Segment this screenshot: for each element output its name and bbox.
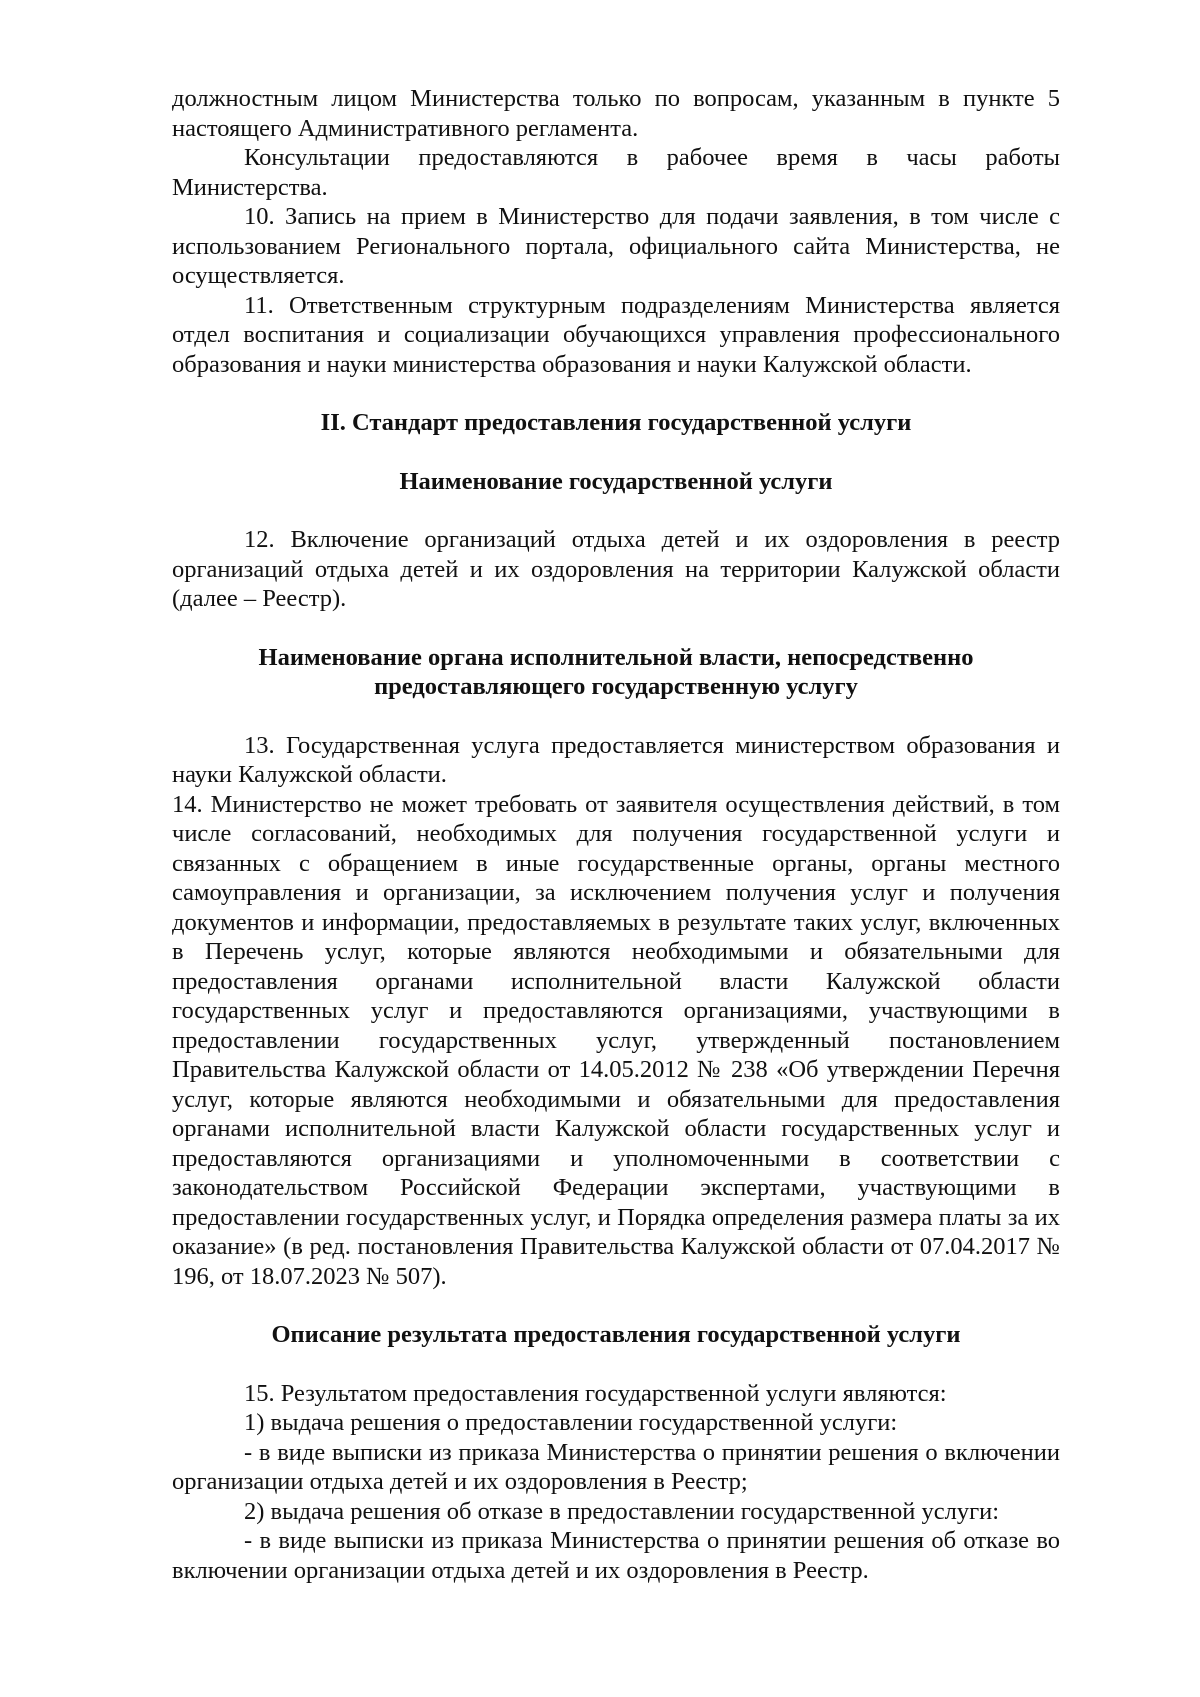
section-title: II. Стандарт предоставления государственной услуги	[320, 409, 912, 436]
heading-result: Описание результата предоставления государственной услуги	[271, 1321, 961, 1348]
paragraph-15: 15. Результатом предоставления государственной услуги являются:	[244, 1379, 947, 1407]
paragraph-consultations: Консультации предоставляются в рабочее время в часы работы Министерства.	[172, 144, 1060, 201]
paragraph-13: 13. Государственная услуга предоставляется министерством образования и науки Калужской области.	[172, 731, 1060, 788]
heading-authority	[172, 643, 1060, 702]
paragraph-11: 11. Ответственным структурным подразделениям Министерства является отдел воспитания и социализации обучающихся управления профессионального образования и науки министерства образования и науки Калужской области.	[172, 291, 1060, 378]
paragraph-14: 14. Министерство не может требовать от заявителя осуществления действий, в том числе согласований, необходимых для получения государственной услуги и связанных с обращением в иные государственные органы, органы местного самоуправления и организации, за исключением получения услуг и получения документов и информации, предоставляемых в результате таких услуг, включенных в Перечень услуг, которые являются необходимыми и обязательными для предоставления органами исполнительной власти Калужской области государственных услуг и предоставляются организациями, участвующими в предоставлении государственных услуг, утвержденный постановлением Правительства Калужской области от 14.05.2012 № 238 «Об утверждении Перечня услуг, которые являются необходимыми и обязательными для предоставления органами исполнительной власти Калужской области государственных услуг и предоставляются организациями и уполномоченными в соответствии с законодательством Российской Федерации экспертами, участвующими в предоставлении государственных услуг, и Порядка определения размера платы за их оказание» (в ред. постановления Правительства Калужской области от 07.04.2017 № 196, от 18.07.2023 № 507).	[172, 790, 1060, 1290]
heading-authority-line-2: предоставляющего государственную услугу	[374, 673, 858, 700]
paragraph-15-item-2: 2) выдача решения об отказе в предоставлении государственной услуги:	[244, 1497, 1000, 1525]
document-body	[172, 84, 1060, 1585]
paragraph-10: 10. Запись на прием в Министерство для подачи заявления, в том числе с использованием Регионального портала, официального сайта Министерства, не осуществляется.	[172, 203, 1060, 289]
paragraph-12: 12. Включение организаций отдыха детей и их оздоровления в реестр организаций отдыха детей и их оздоровления на территории Калужской области (далее – Реестр).	[172, 526, 1060, 612]
paragraph-15-item-1: 1) выдача решения о предоставлении государственной услуги:	[244, 1409, 898, 1436]
heading-authority-line-1: Наименование органа исполнительной власти, непосредственно	[258, 643, 974, 671]
paragraph-15-item-1-detail: - в виде выписки из приказа Министерства о принятии решения о включении организации отдыха детей и их оздоровления в Реестр;	[172, 1438, 1060, 1495]
heading-service-name: Наименование государственной услуги	[399, 467, 833, 495]
paragraph-continuation: должностным лицом Министерства только по вопросам, указанным в пункте 5 настоящего Административного регламента.	[172, 85, 1060, 142]
paragraph-15-item-2-detail: - в виде выписки из приказа Министерства о принятии решения об отказе во включении организации отдыха детей и их оздоровления в Реестр.	[172, 1527, 1060, 1584]
